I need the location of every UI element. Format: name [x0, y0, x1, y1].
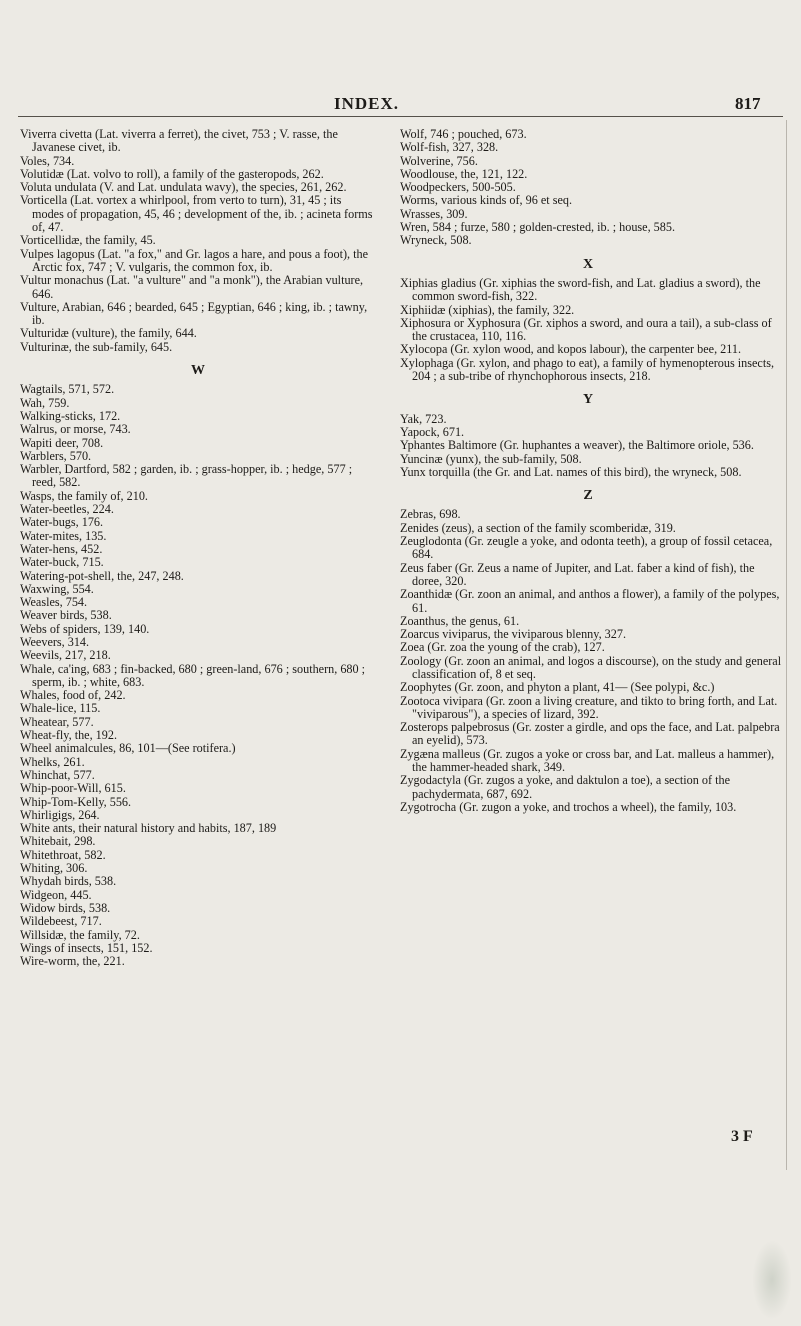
index-entry: Volutidæ (Lat. volvo to roll), a family of the gasteropods, 262. [20, 166, 324, 181]
index-entry: Water-mites, 135. [20, 528, 107, 543]
index-entry: Whales, food of, 242. [20, 688, 126, 703]
index-entry: Zoophytes (Gr. zoon, and phyton a plant, 41— (See polypi, &c.) [400, 680, 715, 695]
index-entry: Wolf, 746 ; pouched, 673. [400, 127, 527, 141]
index-entry: White ants, their natural history and habits, 187, 189 [20, 821, 277, 836]
signature-mark: 3 F [731, 1128, 753, 1145]
index-entry: Weaver birds, 538. [20, 608, 112, 623]
page-header [0, 94, 801, 118]
index-entry: Whiting, 306. [20, 861, 88, 876]
index-entry: Zoarcus viviparus, the viviparous blenny, 327. [400, 627, 626, 642]
index-entry: Whinchat, 577. [20, 767, 95, 782]
index-entry: Vulturinæ, the sub-family, 645. [20, 339, 173, 354]
index-entry: Wagtails, 571, 572. [20, 382, 115, 397]
index-entry: Zebras, 698. [400, 507, 461, 522]
page-number: 817 [735, 94, 761, 113]
index-entry: Willsidæ, the family, 72. [20, 927, 140, 942]
index-entry: Zootoca vivipara (Gr. zoon a living creature, and tikto to bring forth, and Lat. "viviparous"), a species of lizard, 392. [400, 693, 778, 721]
index-entry: Watering-pot-shell, the, 247, 248. [20, 568, 184, 583]
index-entry: Widgeon, 445. [20, 887, 92, 902]
header-rule [18, 116, 783, 117]
index-entry: Wapiti deer, 708. [20, 435, 104, 450]
index-entry: Xiphiidæ (xiphias), the family, 322. [400, 302, 575, 317]
index-entry: Whydah birds, 538. [20, 874, 117, 889]
index-entry: Woodlouse, the, 121, 122. [400, 166, 528, 181]
index-entry: Yapock, 671. [400, 424, 465, 439]
index-entry: Weasles, 754. [20, 595, 88, 610]
index-entry: Zoanthidæ (Gr. zoon an animal, and anthos a flower), a family of the polypes, 61. [400, 587, 780, 615]
index-entry: Xiphosura or Xyphosura (Gr. xiphos a sword, and oura a tail), a sub-class of the crustacea, 110, 116. [400, 315, 772, 344]
index-entry: Whip-poor-Will, 615. [20, 781, 126, 796]
index-entry: Xylocopa (Gr. xylon wood, and kopos labour), the carpenter bee, 211. [400, 342, 742, 357]
index-entry: Walrus, or morse, 743. [20, 422, 131, 437]
index-entry: Vorticella (Lat. vortex a whirlpool, from verto to turn), 31, 45 ; its modes of propagation, 45, 46 ; development of the, ib. ; acineta forms of, 47. [20, 193, 373, 235]
index-entry: Vulpes lagopus (Lat. "a fox," and Gr. lagos a hare, and pous a foot), the Arctic fox, 747 ; V. vulgaris, the common fox, ib. [20, 246, 369, 274]
index-entry: Zoea (Gr. zoa the young of the crab), 127. [400, 640, 605, 655]
index-entry: Viverra civetta (Lat. viverra a ferret), the civet, 753 ; V. rasse, the Javanese civet, ib. [20, 127, 338, 155]
index-entry: Water-hens, 452. [20, 541, 103, 556]
index-entry: Wryneck, 508. [400, 233, 472, 248]
index-entry: Zosterops palpebrosus (Gr. zoster a girdle, and ops the face, and Lat. palpebra an eyelid), 573. [400, 720, 780, 748]
index-entry: Zeus faber (Gr. Zeus a name of Jupiter, and Lat. faber a kind of fish), the doree, 320. [400, 560, 755, 588]
index-entry: Waxwing, 554. [20, 581, 94, 596]
index-entry: Wildebeest, 717. [20, 914, 102, 929]
index-entry: Zygodactyla (Gr. zugos a yoke, and daktulon a toe), a section of the pachydermata, 687, 692. [400, 773, 730, 801]
index-entry: Wolf-fish, 327, 328. [400, 140, 499, 155]
running-title: INDEX. [334, 94, 400, 113]
index-entry: Wren, 584 ; furze, 580 ; golden-crested, ib. ; house, 585. [400, 220, 676, 235]
index-entry: Whitebait, 298. [20, 834, 96, 849]
section-letter: Z [583, 488, 593, 504]
index-entry: Vulturidæ (vulture), the family, 644. [20, 326, 197, 341]
index-entry: Whale-lice, 115. [20, 701, 101, 716]
index-entry: Yuncinæ (yunx), the sub-family, 508. [400, 451, 582, 466]
index-entry: Wah, 759. [20, 395, 70, 410]
index-entry: Zygotrocha (Gr. zugon a yoke, and trochos a wheel), the family, 103. [400, 799, 737, 814]
index-entry: Widow birds, 538. [20, 900, 111, 915]
index-entry: Whale, ca'ing, 683 ; fin-backed, 680 ; green-land, 676 ; southern, 680 ; sperm, ib. ; white, 683. [20, 661, 366, 689]
index-entry: Whelks, 261. [20, 754, 85, 769]
index-entry: Zeuglodonta (Gr. zeugle a yoke, and odonta teeth), a group of fossil cetacea, 684. [400, 534, 773, 562]
section-letter: Y [582, 392, 594, 408]
page-edge-shadow [786, 120, 787, 1170]
index-entry: Vulture, Arabian, 646 ; bearded, 645 ; Egyptian, 646 ; king, ib. ; tawny, ib. [20, 299, 368, 328]
index-entry: Walking-sticks, 172. [20, 408, 121, 423]
index-entry: Water-beetles, 224. [20, 502, 114, 517]
index-entry: Voluta undulata (V. and Lat. undulata wavy), the species, 261, 262. [20, 180, 347, 195]
index-entry: Xiphias gladius (Gr. xiphias the sword-fish, and Lat. gladius a sword), the common sword-fish, 322. [400, 275, 761, 304]
index-entry: Zoology (Gr. zoon an animal, and logos a discourse), on the study and general classification of, 8 et seq. [400, 653, 782, 681]
index-entry: Whitethroat, 582. [20, 847, 106, 862]
index-entry: Yak, 723. [400, 411, 447, 426]
index-entry: Wheat-fly, the, 192. [20, 728, 118, 743]
section-letter: X [582, 256, 594, 272]
index-entry: Webs of spiders, 139, 140. [20, 621, 150, 636]
index-entry: Wheatear, 577. [20, 714, 94, 729]
index-entry: Wolverine, 756. [400, 153, 478, 168]
index-entry: Weevers, 314. [20, 634, 90, 649]
index-entry: Wheel animalcules, 86, 101—(See rotifera.) [20, 741, 236, 756]
index-entry: Voles, 734. [20, 153, 75, 168]
index-entry: Water-buck, 715. [20, 555, 104, 570]
index-entry: Warblers, 570. [20, 448, 92, 463]
index-entry: Wire-worm, the, 221. [20, 954, 125, 969]
index-entry: Zoanthus, the genus, 61. [400, 613, 520, 628]
index-entry: Worms, various kinds of, 96 et seq. [400, 193, 572, 208]
paper-stain [752, 1240, 792, 1320]
index-entry: Warbler, Dartford, 582 ; garden, ib. ; grass-hopper, ib. ; hedge, 577 ; reed, 582. [20, 462, 353, 490]
index-entry: Whirligigs, 264. [20, 807, 100, 822]
index-entry: Wings of insects, 151, 152. [20, 940, 153, 955]
index-entry: Vultur monachus (Lat. "a vulture" and "a monk"), the Arabian vulture, 646. [20, 273, 364, 301]
index-column-left [20, 128, 376, 968]
index-entry: Wasps, the family of, 210. [20, 488, 148, 503]
index-entry: Xylophaga (Gr. xylon, and phago to eat), a family of hymenopterous insects, 204 ; a sub-tribe of rhynchophorous insects, 218. [400, 355, 774, 384]
index-entry: Vorticellidæ, the family, 45. [20, 233, 156, 248]
index-entry: Zenides (zeus), a section of the family scomberidæ, 319. [400, 520, 676, 535]
index-column-right [400, 128, 782, 814]
index-entry: Yphantes Baltimore (Gr. huphantes a weaver), the Baltimore oriole, 536. [400, 438, 754, 453]
index-entry: Zygæna malleus (Gr. zugos a yoke or cross bar, and Lat. malleus a hammer), the hammer-headed shark, 349. [400, 746, 775, 775]
index-entry: Whip-Tom-Kelly, 556. [20, 794, 132, 809]
index-entry: Wrasses, 309. [400, 206, 468, 221]
index-entry: Yunx torquilla (the Gr. and Lat. names of this bird), the wryneck, 508. [400, 464, 742, 479]
index-entry: Weevils, 217, 218. [20, 648, 111, 663]
section-letter: W [191, 363, 205, 379]
index-entry: Water-bugs, 176. [20, 515, 104, 530]
index-entry: Woodpeckers, 500-505. [400, 180, 516, 195]
